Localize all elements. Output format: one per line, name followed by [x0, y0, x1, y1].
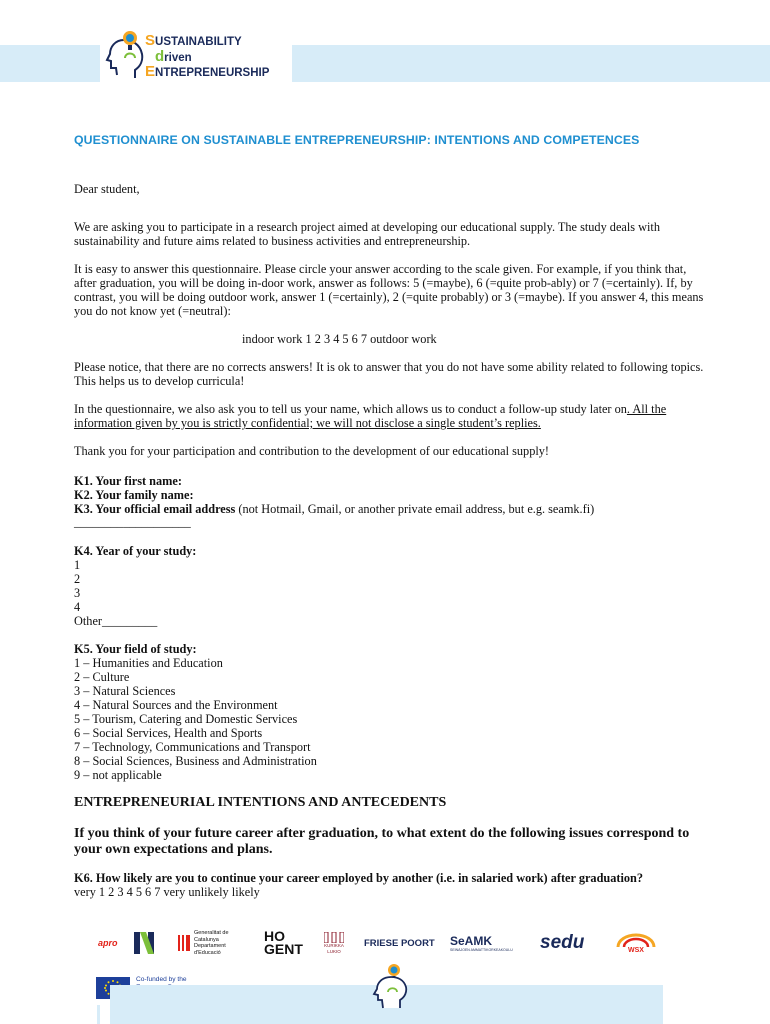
section-heading: ENTREPRENEURIAL INTENTIONS AND ANTECEDENTS: [74, 795, 447, 810]
k5-option: 3 – Natural Sciences: [74, 684, 176, 698]
intro-paragraph-2: It is easy to answer this questionnaire. Please circle your answer according to the scale given. For example, if you think that, after graduation, you will be doing in-door work, answer as follows: 5 (=maybe), 6 (=quite prob-ably) or 7 (=certainly). If, by contrast, you will be doing outdoor work, answer 1 (=certainly), 2 (=quite probably) or 3 (=maybe). If you answer 4, this means you do not know yet (=neutral):: [74, 262, 704, 318]
header-band: [292, 45, 770, 82]
scale-example: indoor work 1 2 3 4 5 6 7 outdoor work: [242, 332, 437, 346]
greeting: Dear student,: [74, 182, 140, 196]
k1-label: K1. Your first name:: [74, 474, 182, 488]
k5-option: 5 – Tourism, Catering and Domestic Services: [74, 712, 298, 726]
k4-option: 2: [74, 572, 81, 586]
k3-note: (not Hotmail, Gmail, or another private email address, but e.g. seamk.fi): [235, 502, 595, 516]
k4-option-other: Other_________: [74, 614, 158, 628]
k3-question: [74, 502, 704, 516]
n-logo: [134, 925, 162, 961]
followup-text: In the questionnaire, we also ask you to tell us your name, which allows us to conduct a follow-up study later on: [74, 402, 627, 416]
k5-option: 4 – Natural Sources and the Environment: [74, 698, 278, 712]
k6-scale: very 1 2 3 4 5 6 7 very unlikely likely: [74, 885, 260, 899]
k4-label: K4. Year of your study:: [74, 544, 197, 558]
head-lightbulb-icon: [366, 962, 414, 1010]
partner-logos: [98, 925, 668, 961]
head-lightbulb-icon: [105, 28, 147, 88]
k4-option: 4: [74, 600, 81, 614]
k5-label: K5. Your field of study:: [74, 642, 197, 656]
sde-logo: [105, 28, 280, 88]
confidentiality-text: . All the information given by you is strictly confidential; we will not disclose a single student’s replies.: [74, 402, 667, 430]
k4-option: 1: [74, 558, 81, 572]
apro-logo: apro: [98, 938, 118, 948]
k5-option: 2 – Culture: [74, 670, 130, 684]
k6-question: K6. How likely are you to continue your career employed by another (i.e. in salaried work) after graduation?: [74, 871, 644, 885]
seamk-logo: SeAMK SEINÄJOEN AMMATTIKORKEAKOULU: [450, 934, 513, 952]
k5-option: 9 – not applicable: [74, 768, 162, 782]
k5-option: 6 – Social Services, Health and Sports: [74, 726, 263, 740]
section-question: If you think of your future career after graduation, to what extent do the following issues correspond to your own expectations and plans.: [74, 826, 690, 857]
document-title: QUESTIONNAIRE ON SUSTAINABLE ENTREPRENEURSHIP: INTENTIONS AND COMPETENCES: [74, 133, 640, 147]
k3-label: K3. Your official email address: [74, 502, 236, 516]
sedu-logo: sedu: [540, 932, 585, 953]
header-band-left: [0, 45, 100, 82]
k5-option: 8 – Social Sciences, Business and Administration: [74, 754, 317, 768]
intro-paragraph-1: We are asking you to participate in a research project aimed at developing our educational supply. The study deals with sustainability and future aims related to business activities and entrepreneurship.: [74, 220, 660, 248]
hogent-logo: HO GENT: [264, 928, 303, 957]
logo-wordmark: SUSTAINABILITY driven ENTREPRENEURSHIP: [145, 32, 270, 80]
k2-label: K2. Your family name:: [74, 488, 194, 502]
generalitat-logo: Generalitat de Catalunya Departament d'Educació: [178, 925, 249, 961]
thanks-paragraph: Thank you for your participation and contribution to the development of our educational supply!: [74, 444, 550, 458]
kurikka-logo: KURIKKA LUKIO: [324, 925, 344, 961]
footer-divider: [97, 1005, 100, 1024]
k3-answer-line: ___________________: [74, 515, 191, 529]
followup-paragraph: [74, 402, 704, 430]
k5-option: 1 – Humanities and Education: [74, 656, 223, 670]
notice-paragraph: Please notice, that there are no corrects answers! It is ok to answer that you do not have some ability related to following topics. This helps us to develop curricula!: [74, 360, 704, 388]
wsx-logo: WSX: [616, 925, 656, 961]
eu-cofunded-text: Co-funded by the: [136, 976, 187, 983]
k5-option: 7 – Technology, Communications and Transport: [74, 740, 311, 754]
k4-option: 3: [74, 586, 81, 600]
friese-poort-logo: FRIESE POORT: [364, 937, 435, 949]
